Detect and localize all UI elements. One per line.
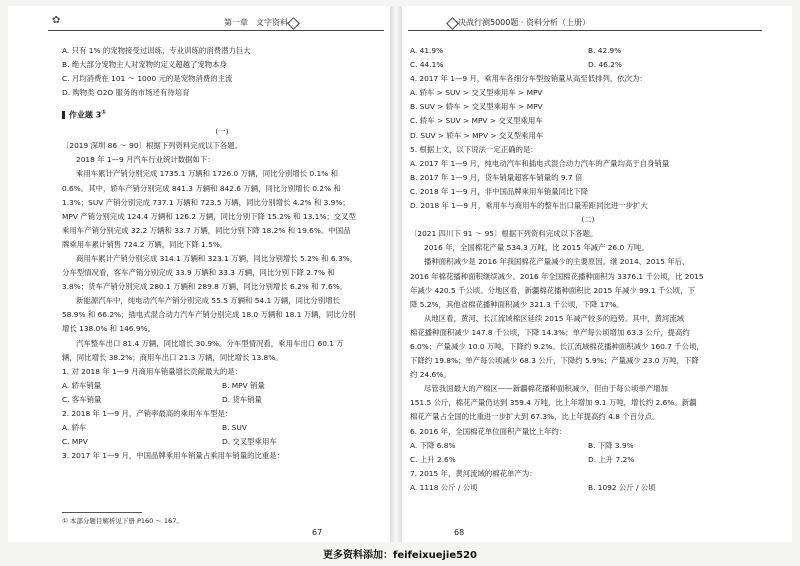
option: B. SUV > 轿车 > 交叉型乘用车 > MPV bbox=[410, 102, 543, 112]
footnote-rule bbox=[62, 512, 142, 513]
option: C. 轿车 > SUV > MPV > 交叉型乘用车 bbox=[410, 116, 543, 126]
book-gutter bbox=[390, 6, 402, 542]
options-row bbox=[410, 44, 766, 58]
option: C. 上升 2.6% bbox=[410, 454, 456, 464]
page-number: 67 bbox=[312, 528, 323, 537]
para-line: 1.3%；SUV 产销分别完成 737.1 万辆和 723.5 万辆，同比分别增长 4.2% 和 3.9%； bbox=[62, 197, 350, 207]
option: A. 1118 公斤 / 公顷 bbox=[410, 482, 478, 492]
footnote: ① 本部分题目解析见下册 P160 ～ 167。 bbox=[62, 517, 183, 525]
option: B. 42.9% bbox=[588, 46, 622, 55]
para-line: 乘用车产销分别完成 32.2 万辆和 33.7 万辆，同比分别下降 18.2% 和 19.6%。中国品 bbox=[62, 225, 351, 235]
para-line: 约 24.6%。 bbox=[410, 370, 451, 380]
option: C. 44.1% bbox=[410, 60, 444, 70]
options-row bbox=[410, 453, 766, 467]
question-line: 2. 2018 年 1—9 月，产销率最高的乘用车车型是： bbox=[62, 409, 233, 418]
left-page-body bbox=[62, 44, 382, 463]
para-line: MPV 产销分别完成 124.4 万辆和 126.2 万辆，同比分别下降 15.2% 和 13.1%；交叉型 bbox=[62, 211, 356, 221]
left-running-header bbox=[48, 16, 384, 31]
para-line: 从地区看，黄河、长江流域棉区延续 2015 年减产较多的趋势。其中，黄河流域 bbox=[424, 313, 685, 323]
para-line: 2016 年棉花播种面积继续减少。2016 年全国棉花播种面积为 3376.1 千公顷，比 2015 bbox=[410, 271, 704, 281]
question-line: 7. 2015 年，黄河流域的棉花单产为： bbox=[410, 468, 537, 478]
option-line: A. 只有 1% 的宠物接受过训练，专业训练的消费潜力巨大 bbox=[62, 46, 251, 55]
option: A. 41.9% bbox=[410, 46, 444, 55]
option: D. 交叉型乘用车 bbox=[222, 437, 277, 447]
options-row bbox=[410, 58, 766, 72]
para-line: 汽车整车出口 81.4 万辆，同比增长 30.9%。分车型情况看，乘用车出口 60.1 万 bbox=[76, 338, 344, 348]
para-line: 新能源汽车中，纯电动汽车产销分别完成 55.5 万辆和 54.1 万辆，同比分别增长 bbox=[76, 296, 341, 306]
options-row bbox=[62, 435, 382, 449]
options-row bbox=[62, 379, 382, 393]
heading-bar-icon bbox=[62, 111, 65, 119]
option-line: D. 购物类 O2O 服务的市场还有待培育 bbox=[62, 88, 190, 98]
options-row bbox=[410, 481, 766, 495]
option: A. 轿车 bbox=[62, 423, 87, 433]
option: C. 客车销量 bbox=[62, 394, 102, 404]
intro-line: 〔2021 四川下 91 ～ 95〕根据下列资料完成以下各题。 bbox=[410, 229, 598, 239]
para-line: 3.8%；货车产销分别完成 280.1 万辆和 289.8 万辆，同比分别增长 6.2% 和 7.6%。 bbox=[62, 282, 348, 292]
option: D. 46.2% bbox=[588, 60, 622, 70]
para-line: 牌乘用车累计销售 724.2 万辆，同比下降 1.5%。 bbox=[62, 239, 228, 249]
para-line: 棉花产量占全国的比重进一步扩大到 67.3%，比上年提高约 4.8 个百分点。 bbox=[410, 412, 660, 422]
question-line: 5. 根据上文，以下说法一定正确的是： bbox=[410, 144, 538, 154]
book-title: 决战行测5000题 · 资料分析（上册） bbox=[458, 18, 590, 27]
footnote-marker: ① bbox=[101, 109, 107, 117]
flower-ornament-icon: ✿ bbox=[52, 15, 61, 26]
option: D. 上升 7.2% bbox=[588, 454, 635, 464]
para-line: 0.6%。其中，轿车产销分别完成 841.3 万辆和 842.6 万辆，同比分别增长 0.2% 和 bbox=[62, 183, 341, 193]
option: B. MPV 销量 bbox=[222, 380, 265, 390]
para-line: 尽管我国最大的产棉区——新疆棉花播种面积减少，但由于每公顷单产增加 bbox=[424, 384, 668, 394]
diamond-icon bbox=[446, 17, 459, 30]
question-line: 4. 2017 年 1—9 月，乘用车各细分车型按销量从高至低排列，依次为： bbox=[410, 74, 647, 84]
option: A. 轿车销量 bbox=[62, 380, 102, 390]
option-line: C. 月均消费在 101 ～ 1000 元的是宠物消费的主流 bbox=[62, 74, 233, 84]
option: B. 下降 3.9% bbox=[588, 440, 634, 450]
question-line: 6. 2016 年，全国棉花单位面积产量比上年约： bbox=[410, 426, 567, 436]
exercise-title: 作业题 3 bbox=[69, 111, 102, 121]
option: C. 2018 年 1—9 月，非中国品牌乘用车销量同比下降 bbox=[410, 186, 589, 196]
option: D. 2018 年 1—9 月，乘用车与商用车的整车出口量差距同比进一步扩大 bbox=[410, 201, 648, 211]
option-line: B. 绝大部分宠物主人对宠物的定义超越了宠物本身 bbox=[62, 60, 227, 70]
chapter-title: 第一章 文字资料 bbox=[224, 18, 288, 27]
option: A. 轿车 > SUV > 交叉型乘用车 > MPV bbox=[410, 88, 543, 98]
left-page bbox=[8, 6, 390, 542]
para-line: 播种面积减少是 2016 年我国棉花产量减少的主要原因。继 2014、2015 年后， bbox=[424, 257, 690, 267]
question-line: 3. 2017 年 1—9 月，中国品牌乘用车销量占乘用车销量的比重是： bbox=[62, 451, 285, 461]
option: D. 货车销量 bbox=[222, 394, 262, 404]
para-line: 下降约 19.8%；单产每公顷减少 68.3 公斤，下降约 5.9%；产量减少 23.0 万吨，下降 bbox=[410, 356, 699, 366]
para-line: 年减少 420.5 千公顷。分地区看，新疆棉花播种面积比 2015 年减少 99.1 千公顷，下 bbox=[410, 285, 695, 295]
para-line: 乘用车累计产销分别完成 1735.1 万辆和 1726.0 万辆，同比分别增长 0.1% 和 bbox=[76, 169, 338, 179]
footer-watermark-text: 更多资料添加：feifeixuejie520 bbox=[323, 550, 477, 561]
option: D. SUV > 轿车 > MPV > 交叉型乘用车 bbox=[410, 130, 544, 140]
part-heading: (二) bbox=[581, 215, 595, 225]
para-line: 6.0%；产量减少 10.0 万吨，下降约 9.2%。长江流域棉花播种面积减少 160.7 千公顷， bbox=[410, 341, 704, 351]
page-number: 68 bbox=[454, 528, 465, 537]
options-row bbox=[410, 439, 766, 453]
option: C. MPV bbox=[62, 437, 88, 447]
right-running-header bbox=[408, 16, 762, 31]
diamond-icon bbox=[287, 17, 300, 30]
para-line: 增长 138.0% 和 146.9%。 bbox=[62, 324, 155, 334]
exercise-heading bbox=[62, 106, 382, 123]
intro-line: 〔2019 深圳 86 ～ 90〕根据下列资料完成以下各题。 bbox=[62, 141, 243, 151]
right-page-body bbox=[410, 44, 766, 495]
para-line: 降 5.2%，其他省棉花播种面积减少 321.3 千公顷，下降 17%。 bbox=[410, 299, 624, 309]
para-line: 商用车累计产销分别完成 314.1 万辆和 323.1 万辆，同比分别增长 5.2% 和 6.3%， bbox=[76, 253, 358, 263]
para-line: 151.5 公斤，棉花产量仍达到 359.4 万吨，比上年增加 9.1 万吨，增长约 2.6%。新疆 bbox=[410, 398, 697, 408]
para-line: 2018 年 1—9 月汽车行业统计数据如下： bbox=[76, 155, 215, 165]
option: A. 下降 6.8% bbox=[410, 440, 456, 450]
options-row bbox=[62, 421, 382, 435]
option: B. SUV bbox=[222, 423, 247, 433]
question-line: 1. 对 2018 年 1—9 月商用车销量增长贡献最大的是： bbox=[62, 366, 243, 376]
para-line: 2016 年，全国棉花产量 534.3 万吨，比 2015 年减产 26.0 万吨。 bbox=[424, 243, 649, 253]
options-row bbox=[62, 393, 382, 407]
para-line: 58.9% 和 66.2%；插电式混合动力汽车产销分别完成 18.0 万辆和 18.1 万辆，同比分别 bbox=[62, 310, 356, 320]
part-heading: (一) bbox=[215, 127, 229, 137]
option: B. 1092 公斤 / 公顷 bbox=[588, 482, 656, 492]
para-line: 棉花播种面积减少 147.8 千公顷，下降 14.3%；单产每公顷增加 63.3 公斤，提高约 bbox=[410, 327, 690, 337]
para-line: 辆，同比增长 38.2%；商用车出口 21.3 万辆，同比增长 13.8%。 bbox=[62, 352, 283, 362]
option: A. 2017 年 1—9 月，纯电动汽车和插电式混合动力汽车的产量均高于自身销量 bbox=[410, 158, 670, 168]
option: B. 2017 年 1—9 月，货车销量超客车销量的 9.7 倍 bbox=[410, 172, 583, 182]
right-page bbox=[402, 6, 792, 542]
para-line: 分车型情况看，客车产销分别完成 33.9 万辆和 33.3 万辆，同比分别下降 2.7% 和 bbox=[62, 268, 335, 278]
